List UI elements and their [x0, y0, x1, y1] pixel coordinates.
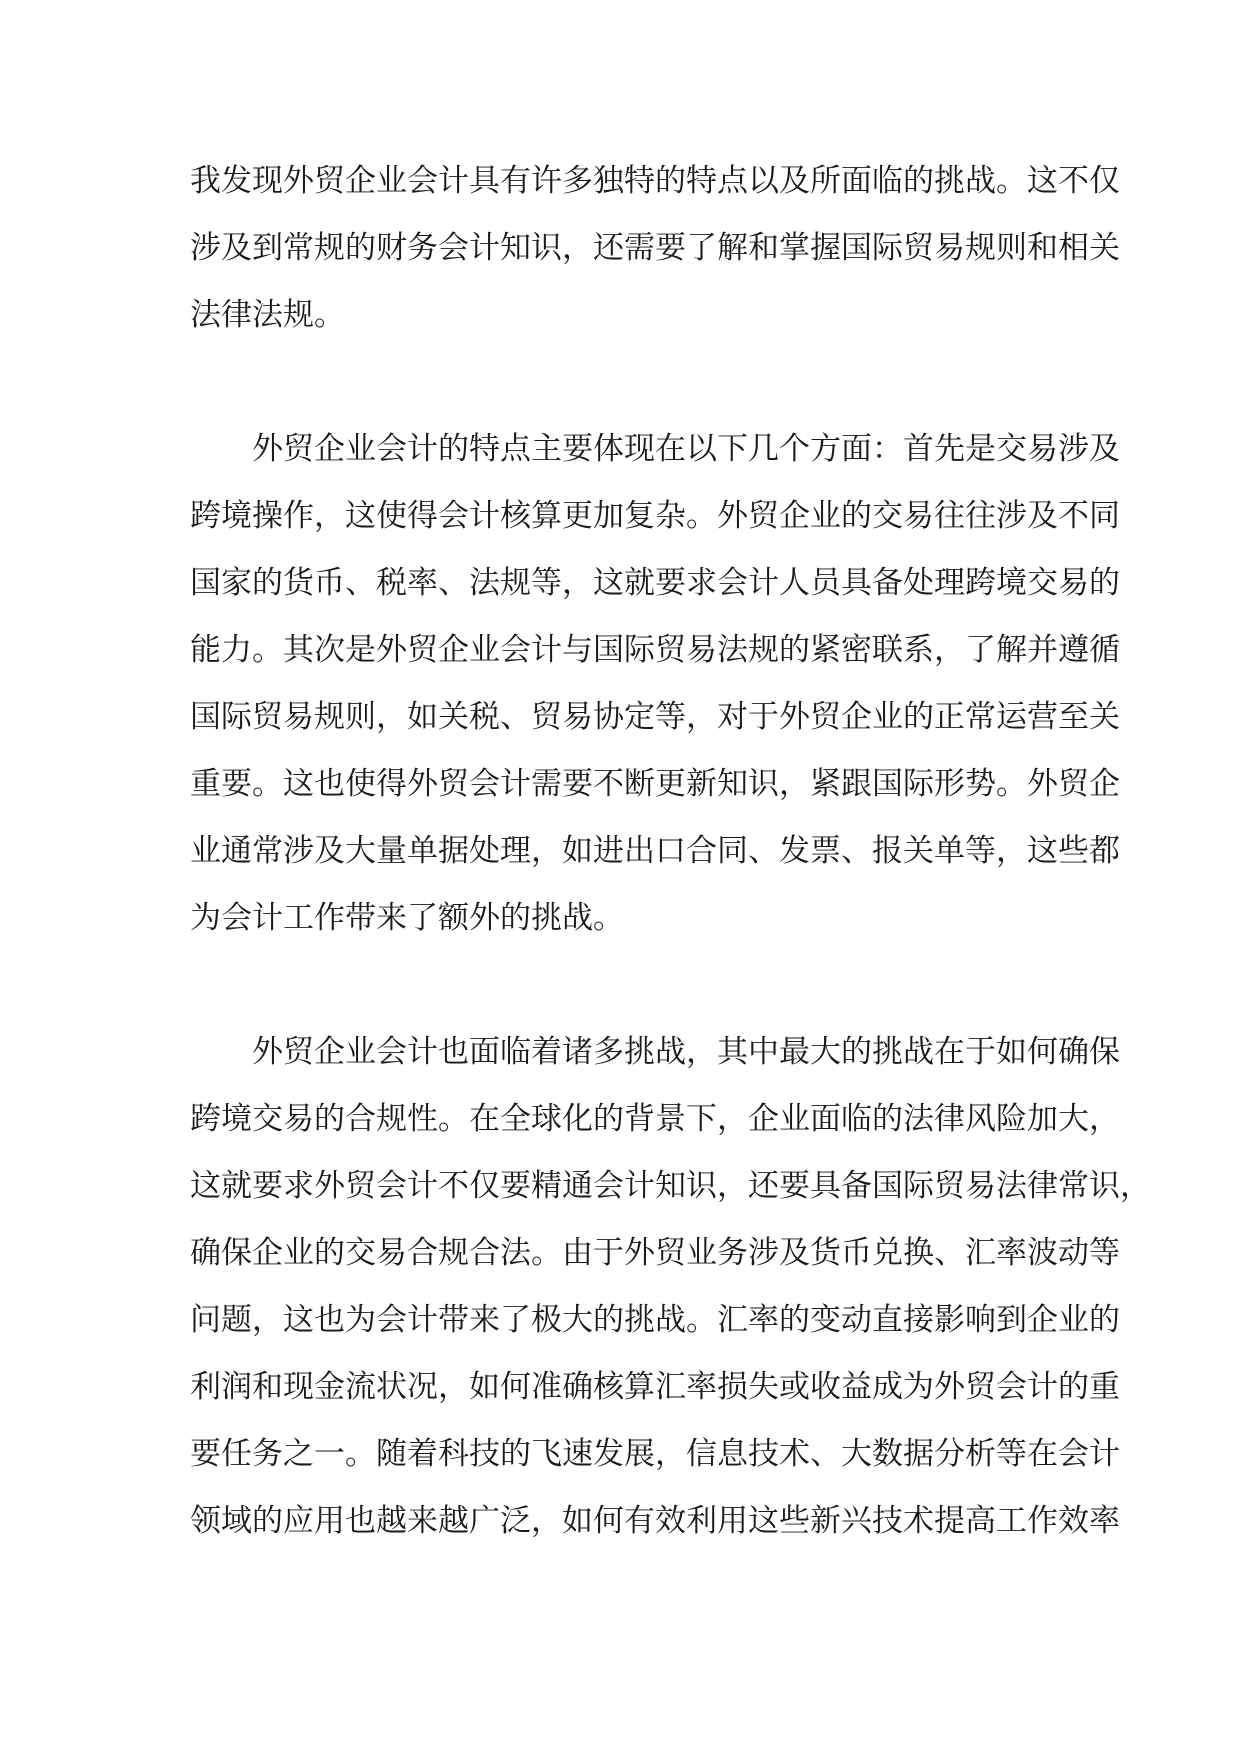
paragraph-spacer	[190, 952, 1050, 1019]
paragraph	[190, 148, 1120, 349]
text-line: 领域的应用也越来越广泛，如何有效利用这些新兴技术提高工作效率	[190, 1503, 1120, 1539]
paragraph	[190, 1019, 1151, 1555]
text-line: 法律法规。	[190, 297, 345, 333]
text-line: 业通常涉及大量单据处理，如进出口合同、发票、报关单等，这些都	[190, 833, 1120, 869]
text-line: 跨境操作，这使得会计核算更加复杂。外贸企业的交易往往涉及不同	[190, 498, 1120, 534]
text-line: 利润和现金流状况，如何准确核算汇率损失或收益成为外贸会计的重	[190, 1369, 1120, 1405]
text-line: 能力。其次是外贸企业会计与国际贸易法规的紧密联系，了解并遵循	[190, 632, 1120, 668]
text-line: 这就要求外贸会计不仅要精通会计知识，还要具备国际贸易法律常识，	[190, 1168, 1151, 1204]
text-line: 确保企业的交易合规合法。由于外贸业务涉及货币兑换、汇率波动等	[190, 1235, 1120, 1271]
text-line: 为会计工作带来了额外的挑战。	[190, 900, 624, 936]
text-line: 外贸企业会计也面临着诸多挑战，其中最大的挑战在于如何确保	[252, 1034, 1120, 1070]
paragraph-spacer	[190, 349, 1050, 416]
text-line: 问题，这也为会计带来了极大的挑战。汇率的变动直接影响到企业的	[190, 1302, 1120, 1338]
paragraph	[190, 416, 1120, 952]
text-line: 要任务之一。随着科技的飞速发展，信息技术、大数据分析等在会计	[190, 1436, 1120, 1472]
text-line: 国家的货币、税率、法规等，这就要求会计人员具备处理跨境交易的	[190, 565, 1120, 601]
document-body	[190, 148, 1151, 1555]
text-line: 外贸企业会计的特点主要体现在以下几个方面：首先是交易涉及	[252, 431, 1120, 467]
text-line: 我发现外贸企业会计具有许多独特的特点以及所面临的挑战。这不仅	[190, 163, 1120, 199]
text-line: 重要。这也使得外贸会计需要不断更新知识，紧跟国际形势。外贸企	[190, 766, 1120, 802]
text-line: 涉及到常规的财务会计知识，还需要了解和掌握国际贸易规则和相关	[190, 230, 1120, 266]
text-line: 国际贸易规则，如关税、贸易协定等，对于外贸企业的正常运营至关	[190, 699, 1120, 735]
text-line: 跨境交易的合规性。在全球化的背景下，企业面临的法律风险加大，	[190, 1101, 1120, 1137]
